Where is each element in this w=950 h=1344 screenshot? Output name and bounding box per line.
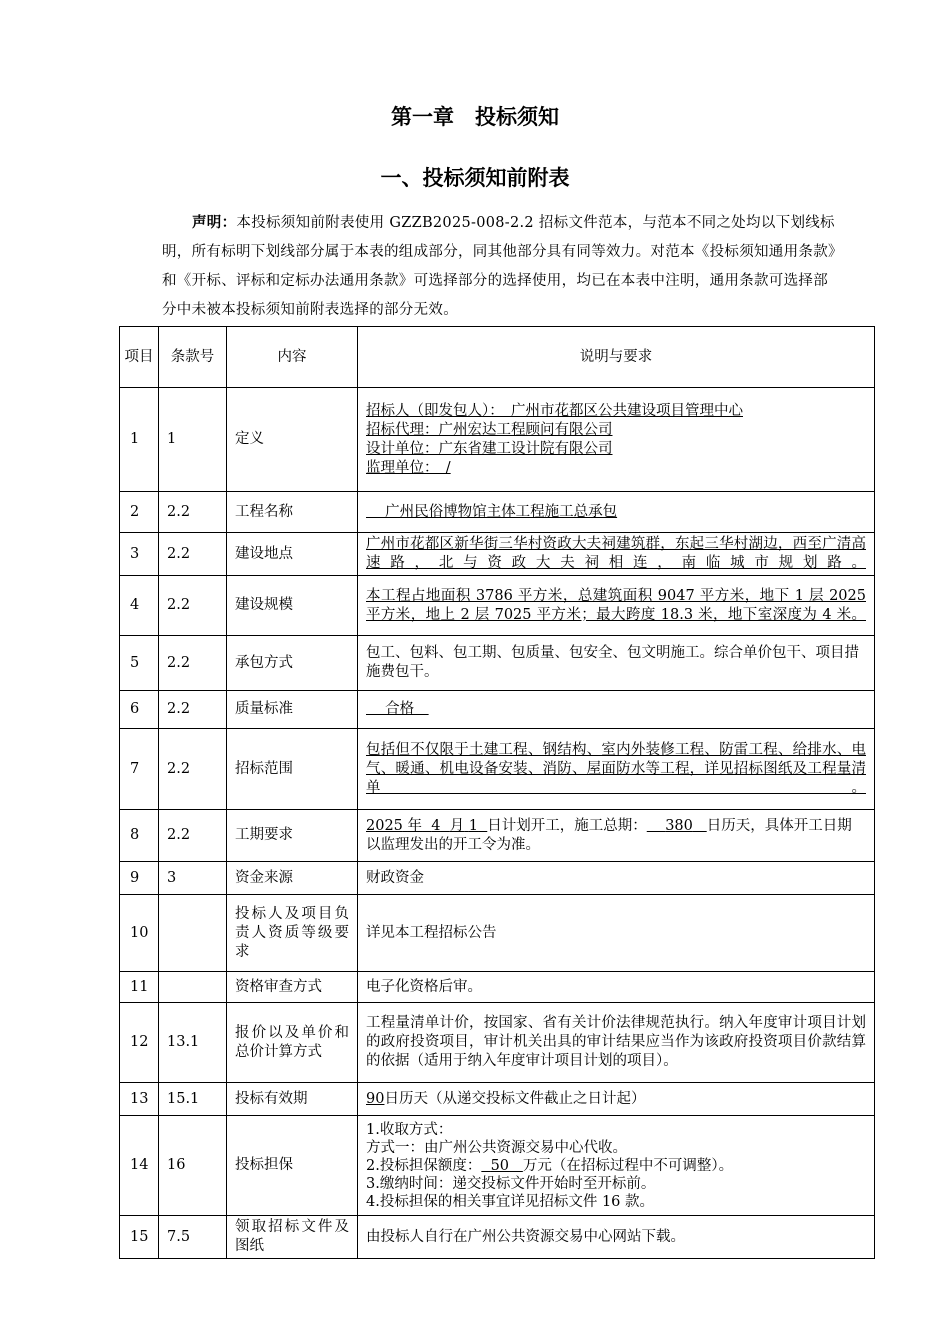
row-no: 15 bbox=[120, 1216, 159, 1259]
row-item: 工期要求 bbox=[227, 810, 358, 862]
desc-text: 详见本工程招标公告 bbox=[366, 924, 497, 941]
row-clause: 13.1 bbox=[159, 1003, 227, 1083]
desc-text: 财政资金 bbox=[366, 869, 424, 886]
start-month-unit: 月 bbox=[449, 817, 465, 834]
row-desc bbox=[358, 810, 875, 862]
table-row bbox=[120, 388, 875, 492]
row-clause: 2.2 bbox=[159, 576, 227, 636]
row-item: 承包方式 bbox=[227, 636, 358, 691]
desc-text: 包工、包料、包工期、包质量、包安全、包文明施工。综合单价包干、项目措施费包干。 bbox=[366, 645, 859, 680]
validity-text: 日历天（从递交投标文件截止之日计起） bbox=[384, 1090, 646, 1107]
row-no: 6 bbox=[120, 691, 159, 729]
declaration-text: 本投标须知前附表使用 GZZB2025-008-2.2 招标文件范本，与范本不同之处均以下划线标明，所有标明下划线部分属于本表的组成部分，同其他部分具有同等效力。对范本《投标须知通用条款》和《开标、评标和定标办法通用条款》可选择部分的选择使用，均已在本表中注明，通用条款可选择部分中未被本投标须知前附表选择的部分无效。 bbox=[162, 215, 836, 318]
table-row bbox=[120, 533, 875, 576]
row-desc bbox=[358, 895, 875, 972]
desc-line: 招标人（即发包人）： 广州市花都区公共建设项目管理中心 bbox=[366, 402, 743, 419]
row-no: 10 bbox=[120, 895, 159, 972]
table-row bbox=[120, 492, 875, 533]
row-desc bbox=[358, 862, 875, 895]
guarantee-amount: 50 bbox=[490, 1157, 510, 1174]
table-row bbox=[120, 1116, 875, 1216]
row-clause bbox=[159, 895, 227, 972]
row-clause bbox=[159, 972, 227, 1003]
table-row bbox=[120, 636, 875, 691]
table-row bbox=[120, 972, 875, 1003]
period-text-1: 日计划开工，施工总期： bbox=[487, 817, 647, 834]
desc-line: 招标代理：广州宏达工程顾问有限公司 bbox=[366, 421, 613, 438]
row-clause: 2.2 bbox=[159, 636, 227, 691]
declaration-label: 声明： bbox=[192, 214, 237, 231]
row-clause: 7.5 bbox=[159, 1216, 227, 1259]
desc-text: 本工程占地面积 3786 平方米，总建筑面积 9047 平方米，地下 1 层 2025 平方米，地上 2 层 7025 平方米；最大跨度 18.3 米，地下室深度为 4 米。 bbox=[366, 587, 866, 623]
total-days: 380 bbox=[665, 817, 693, 834]
row-desc bbox=[358, 691, 875, 729]
row-desc bbox=[358, 492, 875, 533]
tender-notice-table bbox=[119, 326, 875, 1259]
row-no: 13 bbox=[120, 1083, 159, 1116]
row-clause: 3 bbox=[159, 862, 227, 895]
row-no: 3 bbox=[120, 533, 159, 576]
row-desc bbox=[358, 533, 875, 576]
row-no: 7 bbox=[120, 729, 159, 810]
declaration-paragraph bbox=[162, 208, 842, 325]
row-clause: 2.2 bbox=[159, 691, 227, 729]
row-clause: 15.1 bbox=[159, 1083, 227, 1116]
section-title: 一、投标须知前附表 bbox=[380, 166, 570, 190]
validity-days: 90 bbox=[366, 1090, 385, 1107]
row-item: 投标担保 bbox=[227, 1116, 358, 1216]
row-item: 投标有效期 bbox=[227, 1083, 358, 1116]
desc-line bbox=[366, 459, 866, 478]
desc-text: 合格 bbox=[366, 701, 429, 717]
table-row bbox=[120, 1003, 875, 1083]
row-no: 8 bbox=[120, 810, 159, 862]
row-item: 领取招标文件及图纸 bbox=[227, 1216, 358, 1259]
table-row bbox=[120, 1083, 875, 1116]
row-desc bbox=[358, 729, 875, 810]
desc-line: 设计单位：广东省建工设计院有限公司 bbox=[366, 440, 613, 457]
desc-text: 电子化资格后审。 bbox=[366, 978, 482, 995]
desc-text: 广州市花都区新华街三华村资政大夫祠建筑群，东起三华村湖边，西至广清高速路，北与资政大夫祠相连，南临城市规划路。 bbox=[366, 536, 866, 571]
table-header-row bbox=[120, 327, 875, 388]
header-content: 内容 bbox=[227, 327, 358, 388]
start-day: 1 bbox=[468, 817, 479, 834]
guarantee-line: 4.投标担保的相关事宜详见招标文件 16 款。 bbox=[366, 1193, 655, 1210]
row-item: 建设地点 bbox=[227, 533, 358, 576]
period-text-2: 日历天，具体开工日期以监理发出的开工令为准。 bbox=[366, 817, 852, 853]
row-desc bbox=[358, 576, 875, 636]
desc-text: 广州民俗博物馆主体工程施工总承包 bbox=[366, 503, 618, 520]
row-desc bbox=[358, 388, 875, 492]
desc-text: 由投标人自行在广州公共资源交易中心网站下载。 bbox=[366, 1228, 685, 1245]
supervisor-value: 监理单位： / bbox=[366, 459, 451, 476]
table-row bbox=[120, 729, 875, 810]
table-row bbox=[120, 862, 875, 895]
row-item: 定义 bbox=[227, 388, 358, 492]
row-item: 资格审查方式 bbox=[227, 972, 358, 1003]
desc-text: 工程量清单计价，按国家、省有关计价法律规范执行。纳入年度审计项目计划的政府投资项目，审计机关出具的审计结果应当作为该政府投资项目价款结算的依据（适用于纳入年度审计项目计划的项目）。 bbox=[366, 1015, 866, 1069]
start-month: 4 bbox=[431, 817, 441, 834]
row-item: 招标范围 bbox=[227, 729, 358, 810]
row-desc bbox=[358, 972, 875, 1003]
header-description: 说明与要求 bbox=[358, 327, 875, 388]
row-desc bbox=[358, 636, 875, 691]
table-row bbox=[120, 1216, 875, 1259]
row-desc bbox=[358, 1216, 875, 1259]
row-item: 报价以及单价和总价计算方式 bbox=[227, 1003, 358, 1083]
row-desc bbox=[358, 1003, 875, 1083]
row-clause: 1 bbox=[159, 388, 227, 492]
row-no: 11 bbox=[120, 972, 159, 1003]
row-no: 2 bbox=[120, 492, 159, 533]
table-row bbox=[120, 576, 875, 636]
row-clause: 2.2 bbox=[159, 729, 227, 810]
row-no: 1 bbox=[120, 388, 159, 492]
row-desc bbox=[358, 1116, 875, 1216]
row-clause: 16 bbox=[159, 1116, 227, 1216]
row-no: 9 bbox=[120, 862, 159, 895]
row-item: 投标人及项目负责人资质等级要求 bbox=[227, 895, 358, 972]
header-clause: 条款号 bbox=[159, 327, 227, 388]
row-no: 5 bbox=[120, 636, 159, 691]
table-row bbox=[120, 691, 875, 729]
row-no: 14 bbox=[120, 1116, 159, 1216]
guarantee-line: 1.收取方式： bbox=[366, 1121, 453, 1138]
desc-text: 包括但不仅限于土建工程、钢结构、室内外装修工程、防雷工程、给排水、电气、暖通、机电设备安装、消防、屋面防水等工程，详见招标图纸及工程量清单。 bbox=[366, 741, 866, 796]
chapter-title: 第一章 投标须知 bbox=[391, 105, 559, 129]
start-year: 2025 bbox=[366, 817, 403, 834]
row-clause: 2.2 bbox=[159, 492, 227, 533]
table-row bbox=[120, 810, 875, 862]
row-no: 4 bbox=[120, 576, 159, 636]
row-desc bbox=[358, 1083, 875, 1116]
guarantee-line: 2.投标担保额度： 50 万元（在招标过程中不可调整）。 bbox=[366, 1157, 734, 1174]
guarantee-line: 方式一：由广州公共资源交易中心代收。 bbox=[366, 1139, 627, 1156]
header-project: 项目 bbox=[120, 327, 159, 388]
row-item: 资金来源 bbox=[227, 862, 358, 895]
table-row bbox=[120, 895, 875, 972]
row-clause: 2.2 bbox=[159, 810, 227, 862]
start-year-unit: 年 bbox=[407, 817, 423, 834]
row-no: 12 bbox=[120, 1003, 159, 1083]
row-item: 建设规模 bbox=[227, 576, 358, 636]
row-item: 质量标准 bbox=[227, 691, 358, 729]
row-item: 工程名称 bbox=[227, 492, 358, 533]
row-clause: 2.2 bbox=[159, 533, 227, 576]
guarantee-line: 3.缴纳时间：递交投标文件开始时至开标前。 bbox=[366, 1175, 656, 1192]
